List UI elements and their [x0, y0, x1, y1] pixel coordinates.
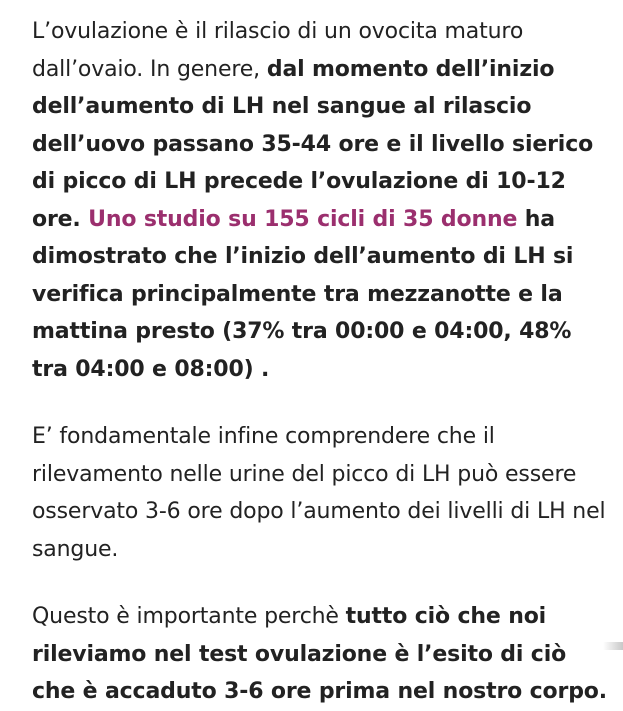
bold-text: ha dimostrato che l’inizio dell’aumento di LH si verifica principalmente tra mezzanotte e la mattina presto (37% tra 00:00 e 04:00, 48% tra 04:00 e 08:00) . — [32, 206, 574, 382]
paragraph-ovulation — [32, 13, 612, 388]
corner-shadow — [603, 642, 623, 650]
paragraph-urine-detection — [32, 418, 612, 568]
bold-text: tutto ciò che noi rileviamo nel test ovulazione è l’esito di ciò che è accaduto 3-6 ore prima nel nostro corpo. — [32, 604, 607, 704]
bold-text: dal momento dell’inizio dell’aumento di LH nel sangue al rilascio dell’uovo passano 35-44 ore e il livello sierico di picco di LH precede l’ovulazione di 10-12 ore. — [32, 56, 594, 232]
paragraph-text: E’ fondamentale infine comprendere che il rilevamento nelle urine del picco di LH può essere osservato 3-6 ore dopo l’aumento dei livelli di LH nel sangue. — [32, 424, 606, 562]
paragraph-importance — [32, 598, 612, 711]
paragraph-text: L’ovulazione è il rilascio di un ovocita maturo dall’ovaio. In genere, — [32, 19, 524, 82]
study-link[interactable]: Uno studio su 155 cicli di 35 donne — [88, 206, 518, 232]
article-body — [32, 13, 612, 711]
paragraph-text: Questo è importante perchè — [32, 604, 346, 629]
